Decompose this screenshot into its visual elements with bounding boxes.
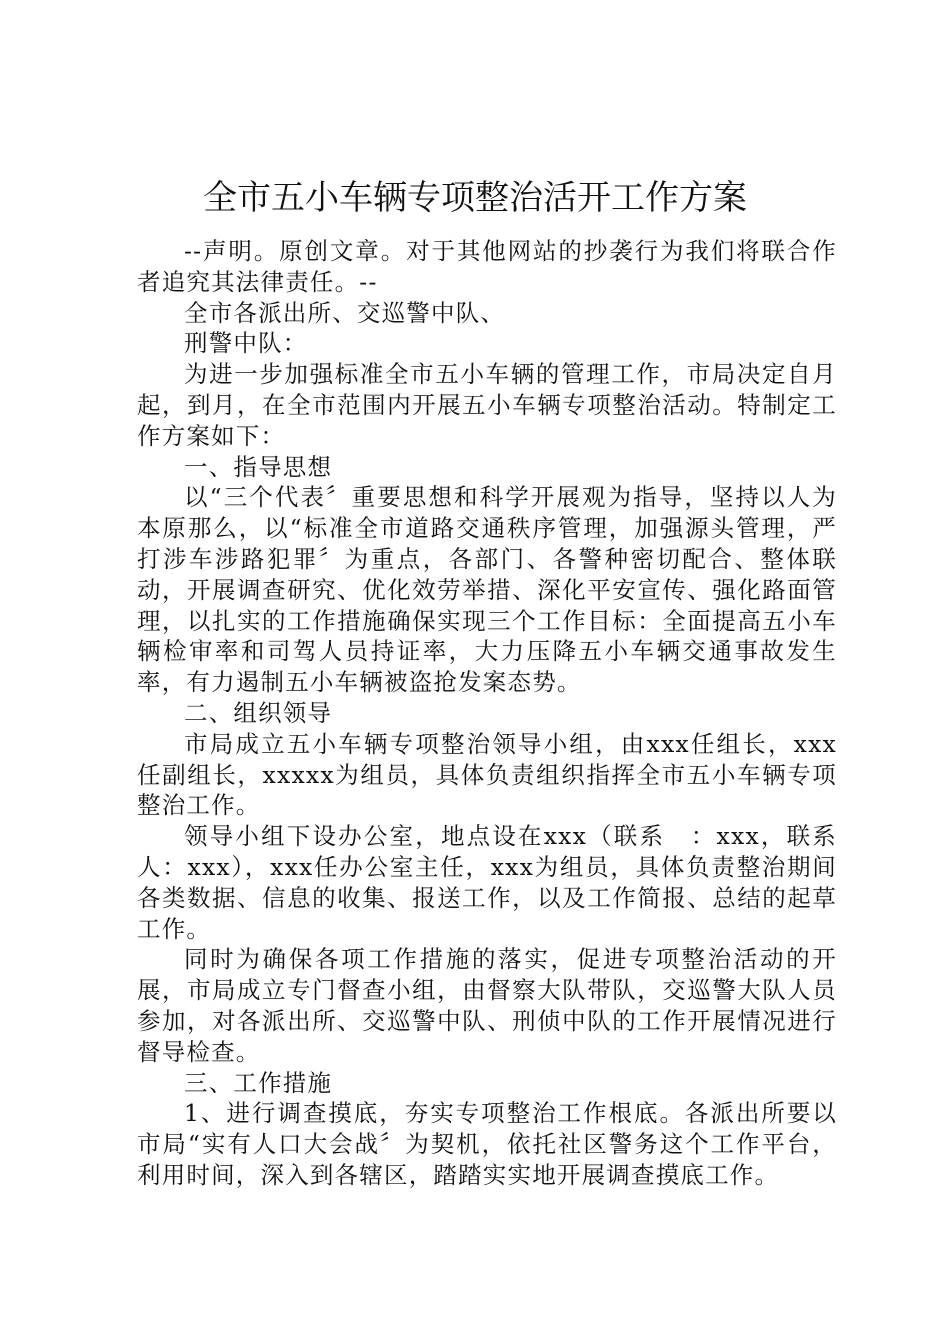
document-body [137,236,837,1191]
section-heading-measures: 三、工作措施 [184,1068,333,1097]
organization-paragraph-2: 领导小组下设办公室，地点设在xxx（联系 ：xxx，联系人：xxx），xxx任办公室主任，xxx为组员，具体负责整治期间各类数据、信息的收集、报送工作，以及工作简报、总结的起草工作。 [137,822,837,943]
addressee-line-1: 全市各派出所、交巡警中队、 [184,298,506,327]
copyright-notice: --声明。原创文章。对于其他网站的抄袭行为我们将联合作者追究其法律责任。-- [137,237,837,296]
guiding-ideology-paragraph: 以“三个代表〞重要思想和科学开展观为指导，坚持以人为本原那么，以“标准全市道路交通秩序管理，加强源头管理，严打涉车涉路犯罪〞为重点，各部门、各警种密切配合、整体联动，开展调查研究、优化效劳举措、深化平安宣传、强化路面管理，以扎实的工作措施确保实现三个工作目标：全面提高五小车辆检审率和司驾人员持证率，大力压降五小车辆交通事故发生率，有力遏制五小车辆被盗抢发案态势。 [137,483,837,697]
intro-paragraph: 为进一步加强标准全市五小车辆的管理工作，市局决定自月起，到月，在全市范围内开展五小车辆专项整治活动。特制定工作方案如下： [137,360,837,450]
section-heading-guiding-ideology: 一、指导思想 [184,452,333,481]
addressee-line-2: 刑警中队： [184,329,308,358]
organization-paragraph-3: 同时为确保各项工作措施的落实，促进专项整治活动的开展，市局成立专门督查小组，由督察大队带队，交巡警大队人员参加，对各派出所、交巡警中队、刑侦中队的工作开展情况进行督导检查。 [137,945,837,1066]
measures-paragraph-1: 1、进行调查摸底，夯实专项整治工作根底。各派出所要以市局“实有人口大会战〞为契机，依托社区警务这个工作平台，利用时间，深入到各辖区，踏踏实实地开展调查摸底工作。 [137,1099,837,1189]
document-title: 全市五小车辆专项整治活开工作方案 [203,178,747,218]
organization-paragraph-1: 市局成立五小车辆专项整治领导小组，由xxx任组长，xxx任副组长，xxxxx为组员，具体负责组织指挥全市五小车辆专项整治工作。 [137,729,837,820]
section-heading-organization: 二、组织领导 [184,698,333,727]
